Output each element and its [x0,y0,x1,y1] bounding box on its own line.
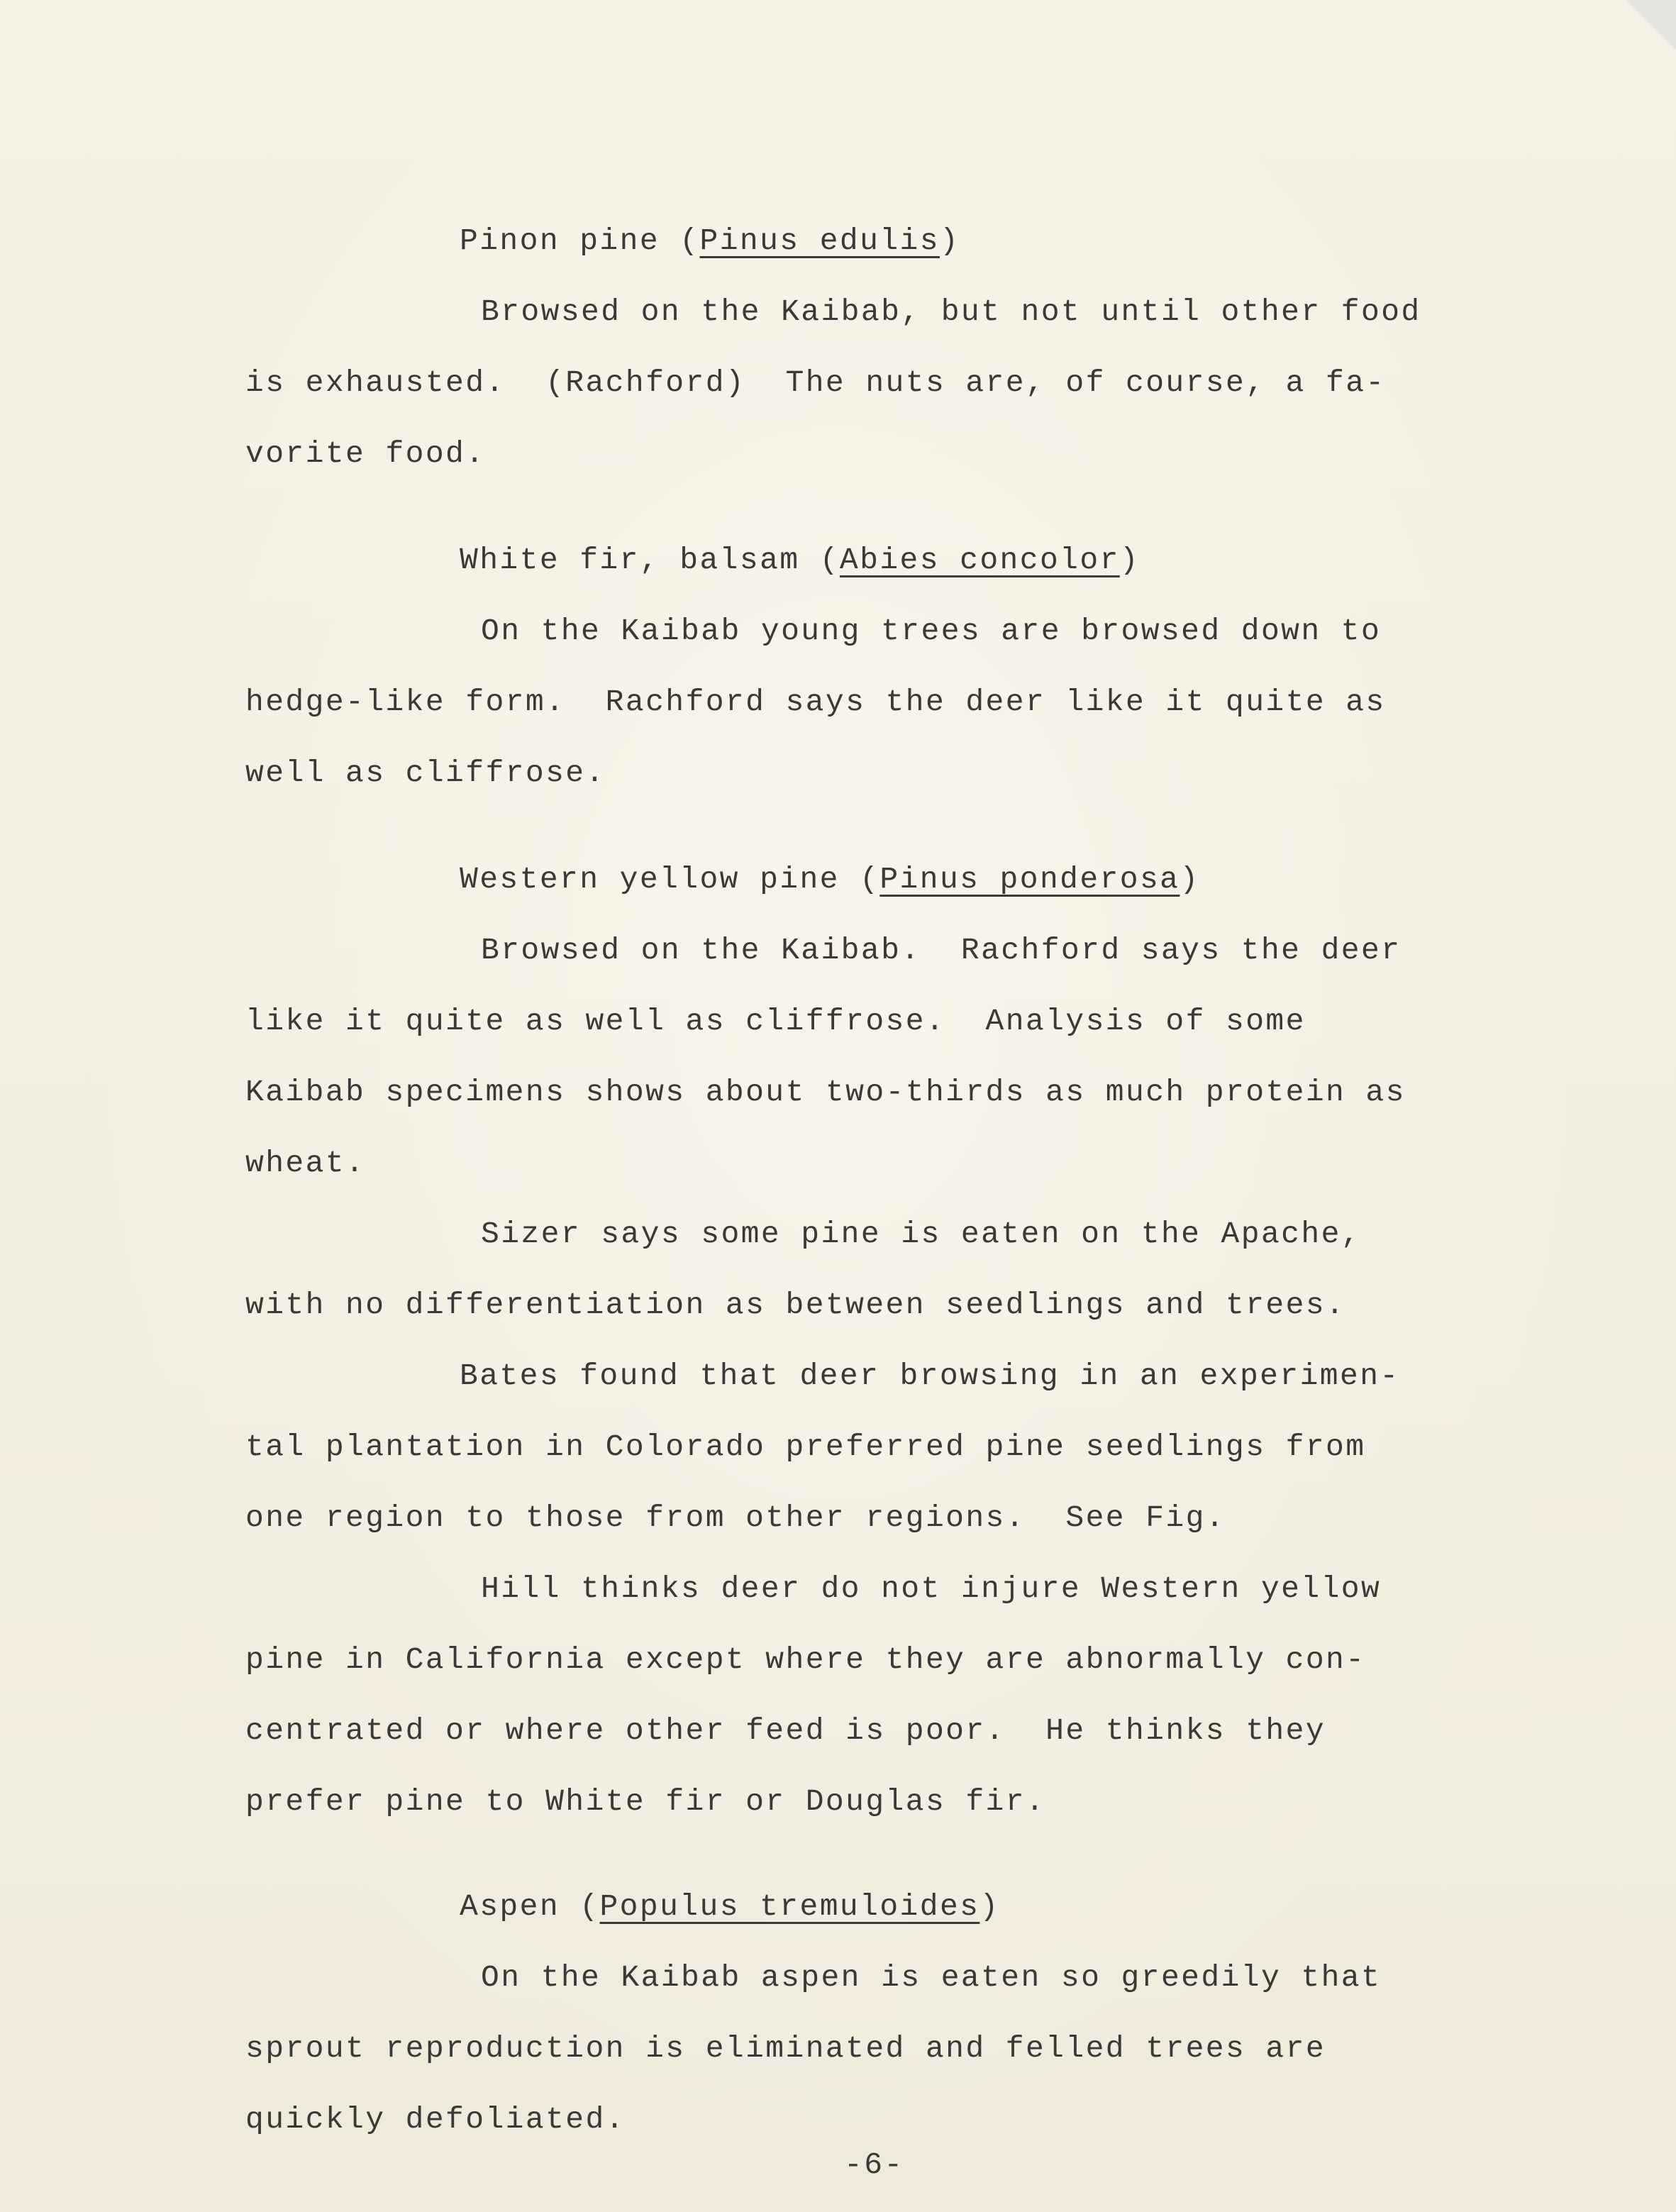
heading-pinon-pine [460,223,960,258]
open-paren: ( [579,1889,600,1924]
text-line: hedge-like form. Rachford says the deer like it quite as [245,685,1386,719]
heading-white-fir [460,545,1140,575]
text-line: Hill thinks deer do not injure Western yellow [481,1571,1382,1606]
heading-western-yellow-pine [460,864,1200,895]
text-line: Bates found that deer browsing in an experimen- [460,1359,1400,1393]
text-line: well as cliffrose. [245,756,606,790]
text-line: wheat. [245,1146,366,1180]
text-line: Browsed on the Kaibab. Rachford says the deer [481,933,1402,968]
text-line: quickly defoliated. [245,2102,626,2137]
open-paren: ( [679,223,700,258]
text-line: is exhausted. (Rachford) The nuts are, of course, a fa- [245,365,1386,400]
common-name: Pinon pine [460,223,660,258]
scientific-name: Abies concolor [839,543,1120,577]
close-paren: ) [1180,862,1200,897]
close-paren: ) [939,223,960,258]
open-paren: ( [860,862,880,897]
scientific-name: Pinus edulis [699,223,940,258]
text-line: Browsed on the Kaibab, but not until other food [481,294,1421,329]
text-line: with no differentiation as between seedlings and trees. [245,1288,1346,1322]
common-name: White fir, balsam [460,543,800,577]
text-line: centrated or where other feed is poor. He thinks they [245,1713,1326,1748]
common-name: Aspen [460,1889,560,1924]
text-line: one region to those from other regions. See Fig. [245,1500,1226,1535]
text-line: tal plantation in Colorado preferred pine seedlings from [245,1429,1366,1464]
scientific-name: Populus tremuloides [599,1889,980,1924]
close-paren: ) [979,1889,1000,1924]
text-line: pine in California except where they are abnormally con- [245,1642,1366,1677]
text-line: Sizer says some pine is eaten on the Apache, [481,1217,1361,1251]
text-line: On the Kaibab young trees are browsed down to [481,614,1382,648]
text-line: sprout reproduction is eliminated and felled trees are [245,2031,1326,2066]
text-line: like it quite as well as cliffrose. Analysis of some [245,1004,1306,1039]
heading-aspen [460,1891,1000,1922]
page-number: -6- [844,2147,904,2182]
open-paren: ( [819,543,840,577]
text-line: prefer pine to White fir or Douglas fir. [245,1784,1046,1819]
common-name: Western yellow pine [460,862,840,897]
close-paren: ) [1119,543,1140,577]
text-line: Kaibab specimens shows about two-thirds as much protein as [245,1075,1406,1110]
corner-fold [1626,0,1676,50]
text-line: vorite food. [245,436,486,471]
text-line: On the Kaibab aspen is eaten so greedily that [481,1960,1382,1995]
scientific-name: Pinus ponderosa [879,862,1180,897]
